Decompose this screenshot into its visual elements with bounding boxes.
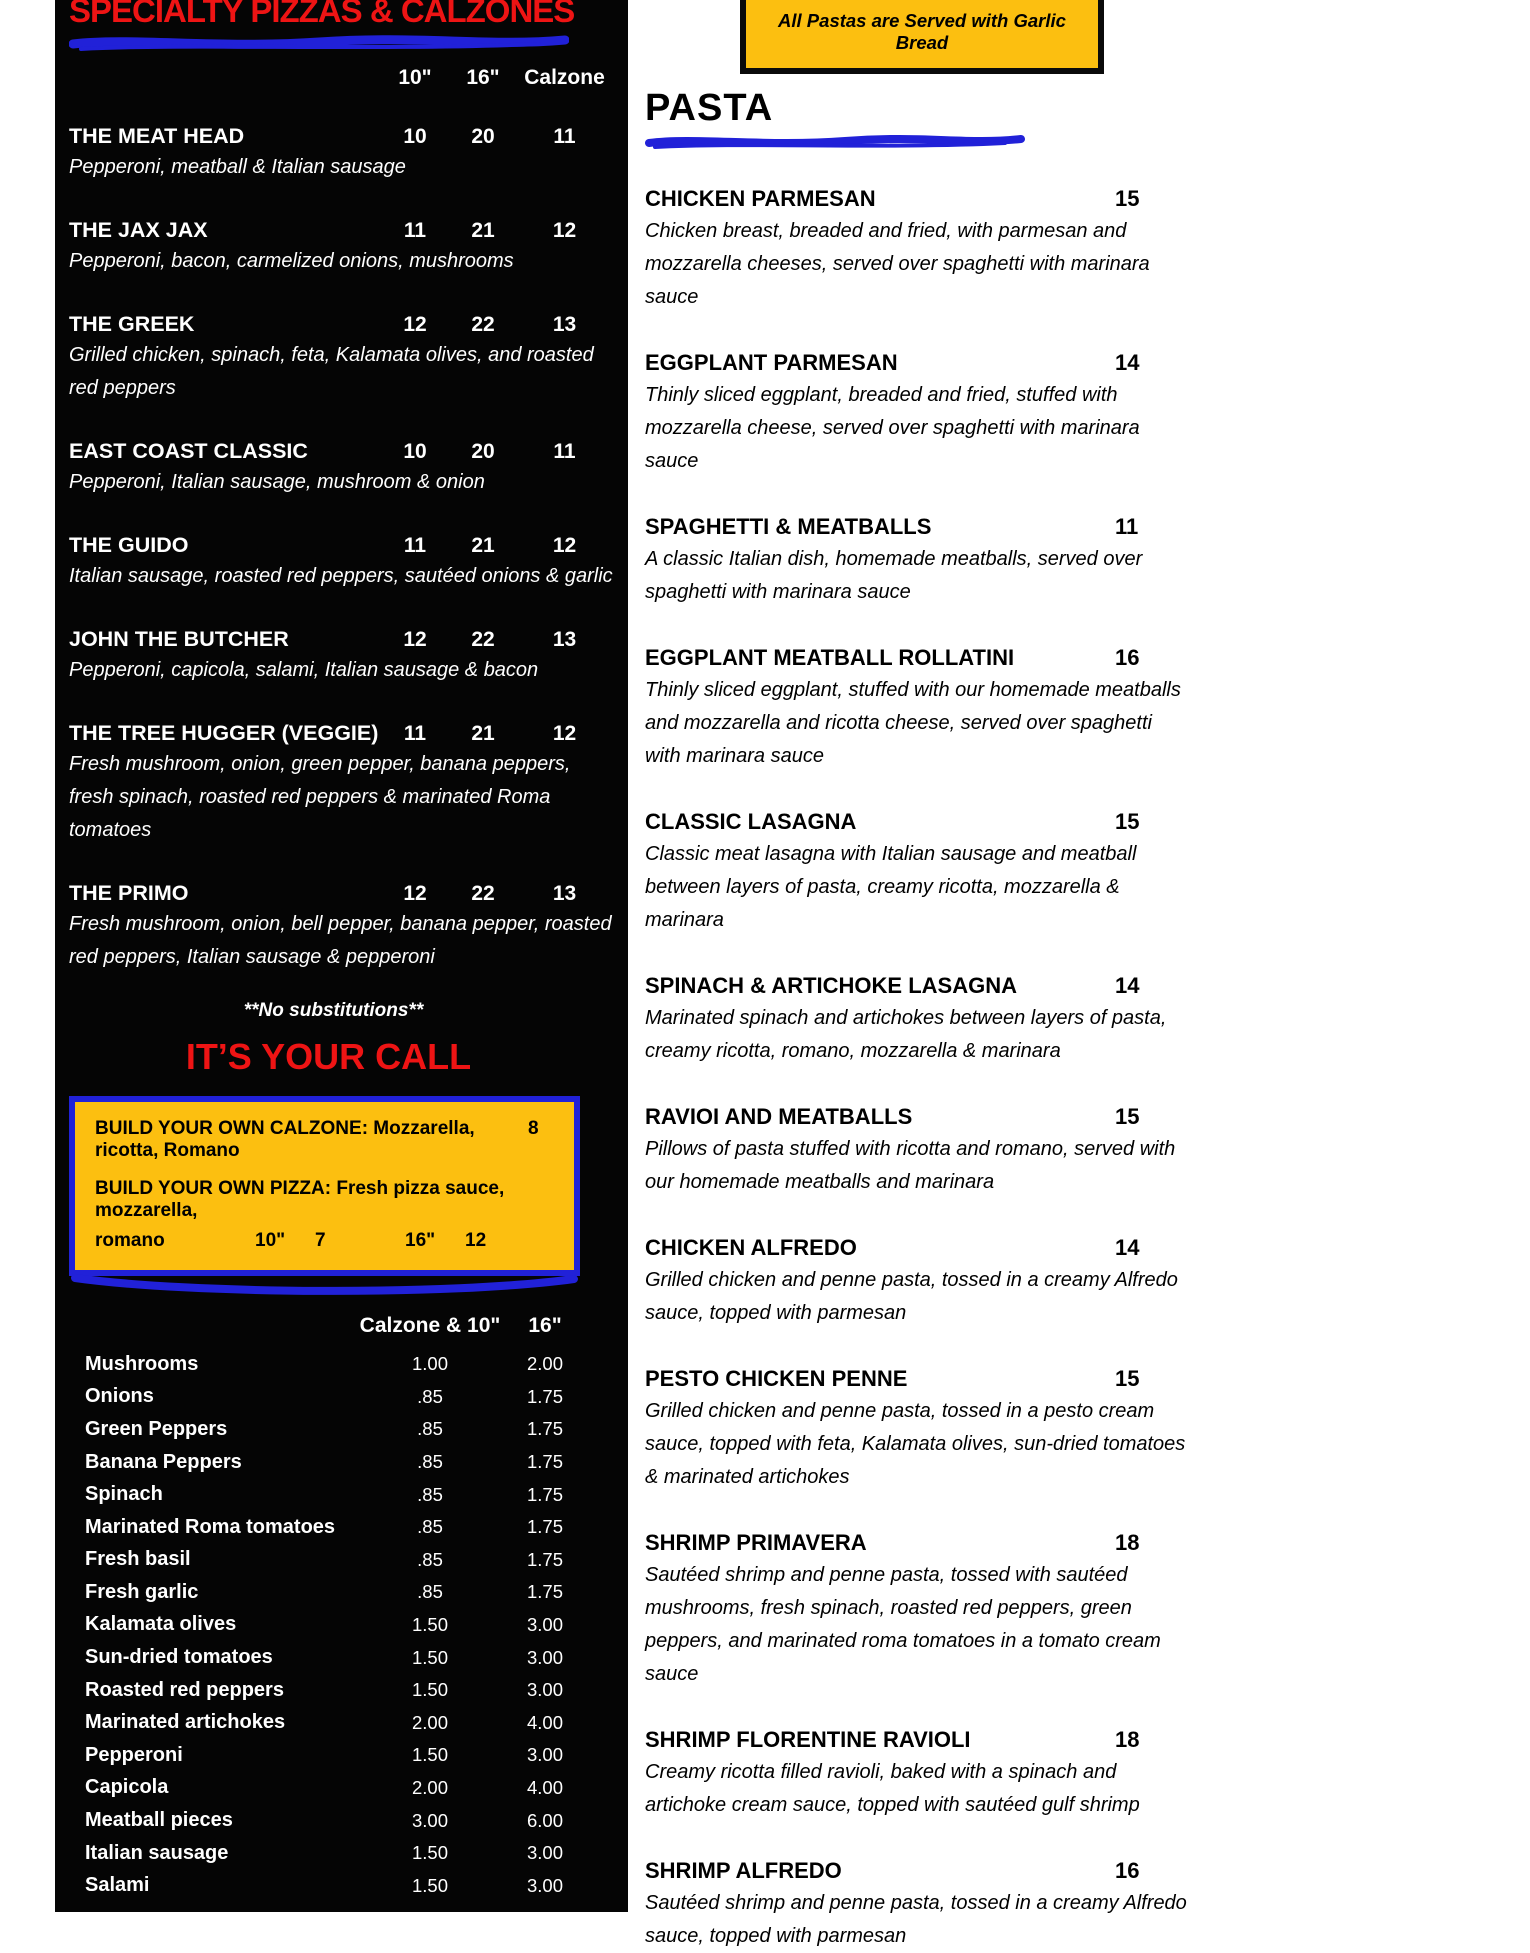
pasta-name: SPAGHETTI & MEATBALLS <box>645 513 932 539</box>
build-pizza-text: BUILD YOUR OWN PIZZA: Fresh pizza sauce, mozzarella, <box>95 1177 505 1221</box>
pasta-name: CLASSIC LASAGNA <box>645 808 857 834</box>
pizza-price-16in: 20 <box>471 124 495 148</box>
topping-price-small: 1.50 <box>411 1646 448 1668</box>
pizza-description: Italian sausage, roasted red peppers, sautéed onions & garlic <box>69 564 613 587</box>
its-your-call-title: IT’S YOUR CALL <box>185 1035 472 1077</box>
pasta-description: Creamy ricotta filled ravioli, baked with a spinach and artichoke cream sauce, topped with sautéed gulf shrimp <box>645 1760 1140 1816</box>
pasta-price: 14 <box>1115 349 1140 375</box>
topping-row <box>69 1837 628 1870</box>
pasta-item <box>645 973 1190 1068</box>
topping-name: Pepperoni <box>85 1743 183 1766</box>
pasta-item <box>645 645 1190 773</box>
topping-price-large: 3.00 <box>526 1613 563 1635</box>
topping-name: Italian sausage <box>85 1841 229 1864</box>
topping-name: Sun-dried tomatoes <box>85 1646 273 1669</box>
pizza-item <box>69 881 628 974</box>
pizza-price-calzone: 13 <box>552 312 577 336</box>
pasta-name: SPINACH & ARTICHOKE LASAGNA <box>645 972 1017 998</box>
toppings-col-16in: 16" <box>528 1313 562 1337</box>
topping-price-small: .85 <box>417 1418 443 1440</box>
pizza-price-10in: 10 <box>403 124 427 148</box>
build-pizza-size-16in: 16" <box>405 1229 436 1251</box>
topping-price-large: 3.00 <box>526 1842 563 1864</box>
pizza-name: THE PRIMO <box>69 880 189 905</box>
topping-price-large: 1.75 <box>526 1581 563 1603</box>
topping-price-small: 3.00 <box>411 1809 448 1831</box>
pasta-item <box>645 809 1190 937</box>
pizza-description: Fresh mushroom, onion, green pepper, banana peppers, fresh spinach, roasted red peppers & marinated Roma tomatoes <box>69 752 571 841</box>
build-pizza-size-10in: 10" <box>255 1229 286 1251</box>
pizza-size-header-row <box>69 66 628 90</box>
garlic-bread-banner: All Pastas are Served with Garlic Bread <box>740 0 1104 74</box>
topping-price-small: .85 <box>417 1516 443 1538</box>
topping-row <box>69 1381 628 1414</box>
pasta-description: Pillows of pasta stuffed with ricotta and romano, served with our homemade meatballs and marinara <box>645 1137 1176 1193</box>
topping-name: Banana Peppers <box>85 1450 242 1473</box>
no-substitutions-note: **No substitutions** <box>243 999 424 1021</box>
toppings-list <box>69 1348 628 1902</box>
topping-price-large: 4.00 <box>526 1776 563 1798</box>
topping-price-small: .85 <box>417 1483 443 1505</box>
pasta-price: 14 <box>1115 972 1140 998</box>
pasta-name: RAVIOI AND MEATBALLS <box>645 1103 913 1129</box>
build-your-own-box <box>69 1096 580 1276</box>
pasta-name: CHICKEN PARMESAN <box>645 185 876 211</box>
topping-name: Marinated Roma tomatoes <box>85 1515 336 1538</box>
pizza-price-calzone: 13 <box>552 881 577 905</box>
pizza-price-16in: 21 <box>471 533 495 557</box>
pasta-name: PESTO CHICKEN PENNE <box>645 1365 908 1391</box>
brush-swoosh-icon <box>69 1274 580 1298</box>
pasta-price: 15 <box>1115 1365 1140 1391</box>
topping-row <box>69 1544 628 1577</box>
pasta-item <box>645 1366 1190 1494</box>
pasta-name: SHRIMP ALFREDO <box>645 1857 842 1883</box>
pasta-price: 11 <box>1115 513 1139 539</box>
topping-row <box>69 1413 628 1446</box>
pizza-price-calzone: 12 <box>552 533 577 557</box>
pasta-description: Thinly sliced eggplant, stuffed with our homemade meatballs and mozzarella and ricotta cheese, served over spaghetti with marinara sauce <box>645 678 1181 767</box>
pizza-name: THE MEAT HEAD <box>69 123 245 148</box>
pizza-name: EAST COAST CLASSIC <box>69 438 308 463</box>
pasta-price: 14 <box>1115 1234 1140 1260</box>
pasta-price: 18 <box>1115 1726 1140 1752</box>
pasta-name: EGGPLANT MEATBALL ROLLATINI <box>645 644 1015 670</box>
topping-row <box>69 1348 628 1381</box>
topping-row <box>69 1674 628 1707</box>
topping-price-large: 1.75 <box>526 1483 563 1505</box>
pizza-description: Pepperoni, Italian sausage, mushroom & onion <box>69 470 485 493</box>
topping-row <box>69 1739 628 1772</box>
pizza-price-16in: 21 <box>471 721 495 745</box>
pizza-price-16in: 22 <box>471 312 495 336</box>
topping-price-small: 1.50 <box>411 1842 448 1864</box>
pizza-price-calzone: 12 <box>552 218 577 242</box>
topping-price-small: .85 <box>417 1451 443 1473</box>
topping-price-large: 1.75 <box>526 1548 563 1570</box>
topping-row <box>69 1804 628 1837</box>
build-pizza-price-10in: 7 <box>315 1229 326 1251</box>
topping-price-large: 1.75 <box>526 1385 563 1407</box>
pasta-description: A classic Italian dish, homemade meatballs, served over spaghetti with marinara sauce <box>645 547 1143 603</box>
topping-price-small: 1.50 <box>411 1874 448 1896</box>
build-calzone-text: BUILD YOUR OWN CALZONE: Mozzarella, ricotta, Romano <box>95 1117 475 1161</box>
pizza-item <box>69 124 628 184</box>
pizza-price-10in: 11 <box>403 533 427 557</box>
pasta-name: SHRIMP FLORENTINE RAVIOLI <box>645 1726 971 1752</box>
pasta-item <box>645 350 1190 478</box>
topping-name: Onions <box>85 1385 154 1408</box>
topping-price-small: .85 <box>417 1385 443 1407</box>
pizza-description: Grilled chicken, spinach, feta, Kalamata olives, and roasted red peppers <box>69 343 594 399</box>
pizza-name: THE GREEK <box>69 311 195 336</box>
topping-price-large: 3.00 <box>526 1679 563 1701</box>
topping-name: Fresh basil <box>85 1548 191 1571</box>
size-col-16in: 16" <box>466 65 500 89</box>
specialty-pizzas-panel <box>55 0 628 1912</box>
pizza-name: THE TREE HUGGER (VEGGIE) <box>69 720 379 745</box>
pizza-price-10in: 12 <box>403 627 427 651</box>
build-pizza-price-16in: 12 <box>465 1229 487 1251</box>
pasta-name: CHICKEN ALFREDO <box>645 1234 857 1260</box>
pizza-item <box>69 627 628 687</box>
topping-row <box>69 1609 628 1642</box>
topping-name: Marinated artichokes <box>85 1711 286 1734</box>
size-col-10in: 10" <box>398 65 432 89</box>
topping-row <box>69 1478 628 1511</box>
topping-row <box>69 1869 628 1902</box>
topping-price-small: 1.50 <box>411 1679 448 1701</box>
pizza-name: JOHN THE BUTCHER <box>69 626 289 651</box>
pasta-item <box>645 1727 1190 1822</box>
topping-price-small: 1.50 <box>411 1613 448 1635</box>
pizza-price-calzone: 11 <box>553 439 576 463</box>
pasta-description: Chicken breast, breaded and fried, with parmesan and mozzarella cheeses, served over spaghetti with marinara sauce <box>645 219 1150 308</box>
topping-name: Kalamata olives <box>85 1613 237 1636</box>
pasta-description: Sautéed shrimp and penne pasta, tossed with sautéed mushrooms, fresh spinach, roasted red peppers, green peppers, and marinated roma tomatoes in a tomato cream sauce <box>645 1563 1161 1685</box>
pizza-price-calzone: 13 <box>552 627 577 651</box>
pizza-description: Pepperoni, meatball & Italian sausage <box>69 155 406 178</box>
topping-name: Meatball pieces <box>85 1809 233 1832</box>
topping-row <box>69 1706 628 1739</box>
spacer <box>69 66 381 90</box>
build-calzone-price: 8 <box>528 1117 539 1139</box>
topping-price-large: 3.00 <box>526 1744 563 1766</box>
pasta-description: Grilled chicken and penne pasta, tossed in a pesto cream sauce, topped with feta, Kalamata olives, sun-dried tomatoes & marinated artichokes <box>645 1399 1186 1488</box>
pizza-price-16in: 20 <box>471 439 495 463</box>
topping-name: Mushrooms <box>85 1352 199 1375</box>
pizza-item <box>69 312 628 405</box>
topping-name: Green Peppers <box>85 1417 228 1440</box>
pizza-price-10in: 11 <box>403 721 427 745</box>
topping-name: Fresh garlic <box>85 1580 199 1603</box>
pizza-name: THE GUIDO <box>69 532 189 557</box>
pizza-price-calzone: 11 <box>553 124 576 148</box>
pizza-price-10in: 12 <box>403 881 427 905</box>
topping-price-small: 1.50 <box>411 1744 448 1766</box>
topping-price-large: 6.00 <box>526 1809 563 1831</box>
pizza-price-calzone: 12 <box>552 721 577 745</box>
pasta-item <box>645 1530 1190 1691</box>
pizza-price-16in: 22 <box>471 881 495 905</box>
topping-row <box>69 1772 628 1805</box>
topping-row <box>69 1446 628 1479</box>
brush-underline-icon <box>645 134 1025 150</box>
pasta-description: Thinly sliced eggplant, breaded and fried, stuffed with mozzarella cheese, served over spaghetti with marinara sauce <box>645 383 1140 472</box>
topping-price-large: 3.00 <box>526 1874 563 1896</box>
topping-price-small: 2.00 <box>411 1776 448 1798</box>
pizza-description: Pepperoni, bacon, carmelized onions, mushrooms <box>69 249 514 272</box>
pizza-description: Pepperoni, capicola, salami, Italian sausage & bacon <box>69 658 539 681</box>
pizza-item <box>69 439 628 499</box>
topping-row <box>69 1576 628 1609</box>
pasta-panel <box>645 0 1205 1947</box>
topping-price-large: 1.75 <box>526 1451 563 1473</box>
pasta-item <box>645 186 1190 314</box>
topping-name: Capicola <box>85 1776 169 1799</box>
size-col-calzone: Calzone <box>524 65 605 89</box>
topping-price-large: 1.75 <box>526 1418 563 1440</box>
pasta-price: 16 <box>1115 644 1140 670</box>
topping-price-large: 1.75 <box>526 1516 563 1538</box>
pizza-price-16in: 22 <box>471 627 495 651</box>
topping-row <box>69 1641 628 1674</box>
toppings-col-calzone-10in: Calzone & 10" <box>359 1313 501 1337</box>
pasta-description: Sautéed shrimp and penne pasta, tossed in a creamy Alfredo sauce, topped with parmesan <box>645 1891 1187 1947</box>
topping-price-small: .85 <box>417 1548 443 1570</box>
topping-price-large: 4.00 <box>526 1711 563 1733</box>
pizza-price-10in: 10 <box>403 439 427 463</box>
pasta-item <box>645 1104 1190 1199</box>
topping-name: Spinach <box>85 1483 163 1506</box>
toppings-header-row <box>69 1314 628 1340</box>
pasta-price: 18 <box>1115 1529 1140 1555</box>
pizza-item <box>69 721 628 847</box>
pasta-item <box>645 1858 1190 1953</box>
topping-price-small: 2.00 <box>411 1711 448 1733</box>
topping-price-large: 2.00 <box>526 1353 563 1375</box>
topping-name: Salami <box>85 1874 150 1897</box>
pizza-item <box>69 218 628 278</box>
topping-price-small: .85 <box>417 1581 443 1603</box>
pasta-section-title: PASTA <box>645 87 774 129</box>
pasta-description: Classic meat lasagna with Italian sausage and meatball between layers of pasta, creamy ricotta, mozzarella & marinara <box>645 842 1137 931</box>
pasta-price: 15 <box>1115 1103 1140 1129</box>
pasta-name: SHRIMP PRIMAVERA <box>645 1529 867 1555</box>
topping-price-small: 1.00 <box>411 1353 448 1375</box>
pasta-item <box>645 1235 1190 1330</box>
topping-name: Roasted red peppers <box>85 1678 284 1701</box>
specialty-section-title: SPECIALTY PIZZAS & CALZONES <box>69 0 575 29</box>
pasta-name: EGGPLANT PARMESAN <box>645 349 898 375</box>
pizza-price-16in: 21 <box>471 218 495 242</box>
pizza-description: Fresh mushroom, onion, bell pepper, banana pepper, roasted red peppers, Italian sausage & pepperoni <box>69 912 612 968</box>
pizza-price-10in: 11 <box>403 218 427 242</box>
pasta-price: 15 <box>1115 185 1140 211</box>
pizza-name: THE JAX JAX <box>69 217 208 242</box>
topping-price-large: 3.00 <box>526 1646 563 1668</box>
brush-underline-icon <box>69 34 569 52</box>
pizza-price-10in: 12 <box>403 312 427 336</box>
pasta-description: Grilled chicken and penne pasta, tossed in a creamy Alfredo sauce, topped with parmesan <box>645 1268 1178 1324</box>
pasta-description: Marinated spinach and artichokes between layers of pasta, creamy ricotta, romano, mozzarella & marinara <box>645 1006 1167 1062</box>
pasta-price: 16 <box>1115 1857 1140 1883</box>
pizza-item <box>69 533 628 593</box>
pasta-price: 15 <box>1115 808 1140 834</box>
topping-row <box>69 1511 628 1544</box>
pasta-item <box>645 514 1190 609</box>
build-pizza-text-cont: romano <box>95 1229 165 1251</box>
